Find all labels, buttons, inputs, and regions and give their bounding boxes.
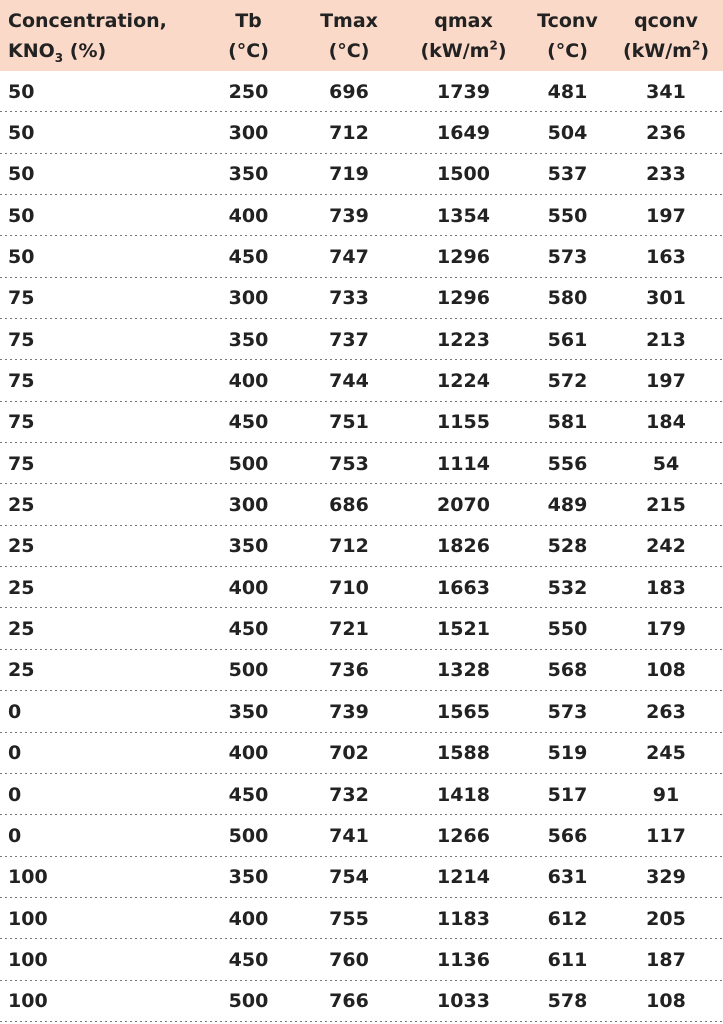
cell-tmax: 721 [329, 618, 369, 641]
header-row [0, 0, 723, 71]
cell-qmax: 1739 [437, 80, 490, 103]
cell-tconv: 581 [547, 411, 588, 434]
cell-qmax: 1223 [437, 328, 490, 351]
cell-tconv: 504 [547, 122, 588, 145]
cell-qconv: 263 [646, 700, 686, 723]
table-row [0, 857, 723, 898]
header-concentration-compound: KNO [8, 39, 55, 62]
cell-tmax: 739 [329, 700, 369, 723]
table-row [0, 278, 723, 319]
cell-tconv: 561 [547, 328, 588, 351]
cell-tb: 400 [228, 204, 269, 227]
cell-qmax: 1565 [437, 700, 490, 723]
cell-concentration: 25 [8, 535, 35, 558]
cell-tb: 500 [228, 990, 269, 1013]
table-row [0, 650, 723, 691]
table-row [0, 815, 723, 856]
cell-qmax: 1033 [437, 990, 490, 1013]
cell-tconv: 556 [547, 452, 588, 475]
cell-qmax: 1354 [437, 204, 490, 227]
table-row [0, 402, 723, 443]
cell-concentration: 25 [8, 618, 35, 641]
cell-tconv: 481 [547, 80, 588, 103]
cell-concentration: 75 [8, 452, 35, 475]
cell-concentration: 75 [8, 328, 35, 351]
cell-qmax: 1266 [437, 824, 490, 847]
header-concentration [0, 0, 200, 71]
cell-concentration: 100 [8, 907, 48, 930]
cell-tb: 450 [228, 618, 269, 641]
cell-tmax: 736 [329, 659, 369, 682]
header-qmax-unit [401, 36, 526, 66]
cell-tmax: 712 [329, 122, 369, 145]
cell-tmax: 712 [329, 535, 369, 558]
cell-qconv: 215 [646, 494, 686, 517]
cell-tconv: 532 [547, 576, 588, 599]
table-row [0, 443, 723, 484]
cell-qconv: 91 [652, 783, 680, 806]
cell-tmax: 737 [329, 328, 369, 351]
cell-tmax: 744 [329, 370, 369, 393]
cell-qconv: 197 [646, 204, 686, 227]
cell-tb: 300 [228, 494, 269, 517]
table-row [0, 608, 723, 649]
cell-tmax: 766 [329, 990, 369, 1013]
cell-qconv: 329 [646, 866, 686, 889]
cell-concentration: 50 [8, 122, 35, 145]
cell-concentration: 50 [8, 246, 35, 269]
cell-tmax: 760 [329, 948, 369, 971]
cell-tb: 250 [228, 80, 269, 103]
cell-tconv: 566 [547, 824, 588, 847]
header-qmax [401, 0, 526, 71]
cell-tb: 400 [228, 370, 269, 393]
cell-qmax: 1296 [437, 287, 490, 310]
cell-tconv: 580 [547, 287, 588, 310]
cell-qmax: 1418 [437, 783, 490, 806]
cell-qconv: 341 [646, 80, 686, 103]
cell-qconv: 197 [646, 370, 686, 393]
table-row [0, 154, 723, 195]
table-row [0, 939, 723, 980]
header-tmax [297, 0, 401, 71]
cell-concentration: 0 [8, 700, 22, 723]
header-concentration-unit: (%) [63, 39, 107, 62]
cell-concentration: 25 [8, 659, 35, 682]
table-row [0, 195, 723, 236]
header-tb [200, 0, 297, 71]
table-row [0, 319, 723, 360]
cell-qmax: 1500 [437, 163, 490, 186]
cell-concentration: 75 [8, 287, 35, 310]
cell-tmax: 754 [329, 866, 369, 889]
table-row [0, 236, 723, 277]
cell-tmax: 755 [329, 907, 369, 930]
cell-tconv: 578 [547, 990, 588, 1013]
header-qmax-unit-sup: 2 [489, 38, 498, 53]
cell-tmax: 686 [329, 494, 369, 517]
cell-concentration: 100 [8, 866, 48, 889]
cell-qconv: 163 [646, 246, 686, 269]
table-row [0, 691, 723, 732]
cell-tmax: 702 [329, 742, 369, 765]
cell-tb: 450 [228, 783, 269, 806]
cell-qconv: 117 [646, 824, 686, 847]
header-tconv [526, 0, 609, 71]
cell-qmax: 1649 [437, 122, 490, 145]
cell-tb: 350 [228, 535, 269, 558]
cell-tmax: 732 [329, 783, 369, 806]
cell-concentration: 0 [8, 783, 22, 806]
table-row [0, 360, 723, 401]
table-row [0, 71, 723, 112]
table-row [0, 898, 723, 939]
cell-tconv: 573 [547, 700, 588, 723]
cell-concentration: 0 [8, 824, 22, 847]
cell-tmax: 719 [329, 163, 369, 186]
cell-tb: 350 [228, 700, 269, 723]
cell-concentration: 50 [8, 204, 35, 227]
cell-tmax: 747 [329, 246, 369, 269]
cell-tmax: 751 [329, 411, 369, 434]
cell-qconv: 187 [646, 948, 686, 971]
cell-tconv: 631 [547, 866, 588, 889]
header-tb-unit: (°C) [228, 39, 269, 62]
table-body [0, 71, 723, 1022]
cell-tb: 450 [228, 246, 269, 269]
cell-tb: 500 [228, 659, 269, 682]
cell-qmax: 1663 [437, 576, 490, 599]
cell-qmax: 1155 [437, 411, 490, 434]
header-qmax-unit-post: ) [497, 39, 507, 62]
cell-tconv: 519 [547, 742, 588, 765]
cell-tb: 500 [228, 452, 269, 475]
table-row [0, 733, 723, 774]
cell-tconv: 550 [547, 204, 588, 227]
cell-tmax: 739 [329, 204, 369, 227]
header-qconv-unit-pre: (kW/m [622, 39, 692, 62]
cell-qconv: 301 [646, 287, 686, 310]
table-row [0, 526, 723, 567]
table-row [0, 112, 723, 153]
cell-qmax: 2070 [437, 494, 490, 517]
cell-tb: 350 [228, 866, 269, 889]
cell-tmax: 696 [329, 80, 369, 103]
cell-qmax: 1521 [437, 618, 490, 641]
header-tmax-unit: (°C) [328, 39, 370, 62]
header-concentration-line1: Concentration, [8, 9, 167, 32]
cell-qmax: 1224 [437, 370, 490, 393]
cell-concentration: 100 [8, 948, 48, 971]
header-tconv-unit: (°C) [547, 39, 588, 62]
cell-tb: 400 [228, 576, 269, 599]
cell-qconv: 236 [646, 122, 686, 145]
cell-qconv: 184 [646, 411, 686, 434]
cell-tconv: 489 [547, 494, 588, 517]
cell-concentration: 25 [8, 494, 35, 517]
cell-concentration: 50 [8, 80, 35, 103]
cell-tmax: 741 [329, 824, 369, 847]
cell-tconv: 517 [547, 783, 588, 806]
cell-tmax: 753 [329, 452, 369, 475]
cell-tconv: 568 [547, 659, 588, 682]
cell-qconv: 108 [646, 990, 686, 1013]
table-row [0, 484, 723, 525]
cell-tconv: 611 [547, 948, 588, 971]
cell-qmax: 1588 [437, 742, 490, 765]
header-concentration-line2 [8, 36, 200, 66]
cell-tmax: 710 [329, 576, 369, 599]
cell-tb: 350 [228, 163, 269, 186]
header-qconv-unit [609, 36, 723, 66]
cell-tconv: 537 [547, 163, 588, 186]
header-tconv-name: Tconv [537, 9, 598, 32]
header-tb-name: Tb [235, 9, 262, 32]
cell-tconv: 612 [547, 907, 588, 930]
cell-qconv: 242 [646, 535, 686, 558]
table-header [0, 0, 723, 71]
cell-qmax: 1296 [437, 246, 490, 269]
header-qconv-unit-post: ) [700, 39, 710, 62]
cell-qconv: 179 [646, 618, 686, 641]
header-qconv-unit-sup: 2 [691, 38, 701, 53]
cell-tb: 350 [228, 328, 269, 351]
cell-qmax: 1114 [437, 452, 490, 475]
cell-tconv: 572 [547, 370, 588, 393]
cell-concentration: 75 [8, 370, 35, 393]
header-qconv-name: qconv [634, 9, 698, 32]
cell-tb: 450 [228, 411, 269, 434]
cell-tmax: 733 [329, 287, 369, 310]
cell-tb: 500 [228, 824, 269, 847]
cell-qmax: 1214 [437, 866, 490, 889]
cell-qmax: 1826 [437, 535, 490, 558]
cell-qmax: 1136 [437, 948, 490, 971]
cell-tconv: 573 [547, 246, 588, 269]
header-qmax-name: qmax [434, 9, 493, 32]
cell-tb: 300 [228, 287, 269, 310]
header-tmax-name: Tmax [320, 9, 378, 32]
table-row [0, 981, 723, 1022]
cell-qconv: 245 [646, 742, 686, 765]
cell-qconv: 108 [646, 659, 686, 682]
header-concentration-subscript: 3 [54, 50, 64, 65]
cell-tb: 400 [228, 907, 269, 930]
cell-qconv: 233 [646, 163, 686, 186]
cell-concentration: 75 [8, 411, 35, 434]
table-row [0, 774, 723, 815]
cell-qconv: 54 [652, 452, 680, 475]
cell-tb: 400 [228, 742, 269, 765]
header-qconv [609, 0, 723, 71]
cell-tb: 450 [228, 948, 269, 971]
cell-qconv: 213 [646, 328, 686, 351]
cell-tb: 300 [228, 122, 269, 145]
cell-qmax: 1328 [437, 659, 490, 682]
cell-qconv: 205 [646, 907, 686, 930]
cell-qmax: 1183 [437, 907, 490, 930]
table-row [0, 567, 723, 608]
cell-concentration: 25 [8, 576, 35, 599]
cell-tconv: 550 [547, 618, 588, 641]
cell-tconv: 528 [547, 535, 588, 558]
header-qmax-unit-pre: (kW/m [420, 39, 490, 62]
cell-concentration: 100 [8, 990, 48, 1013]
cell-qconv: 183 [646, 576, 686, 599]
cell-concentration: 0 [8, 742, 22, 765]
cell-concentration: 50 [8, 163, 35, 186]
